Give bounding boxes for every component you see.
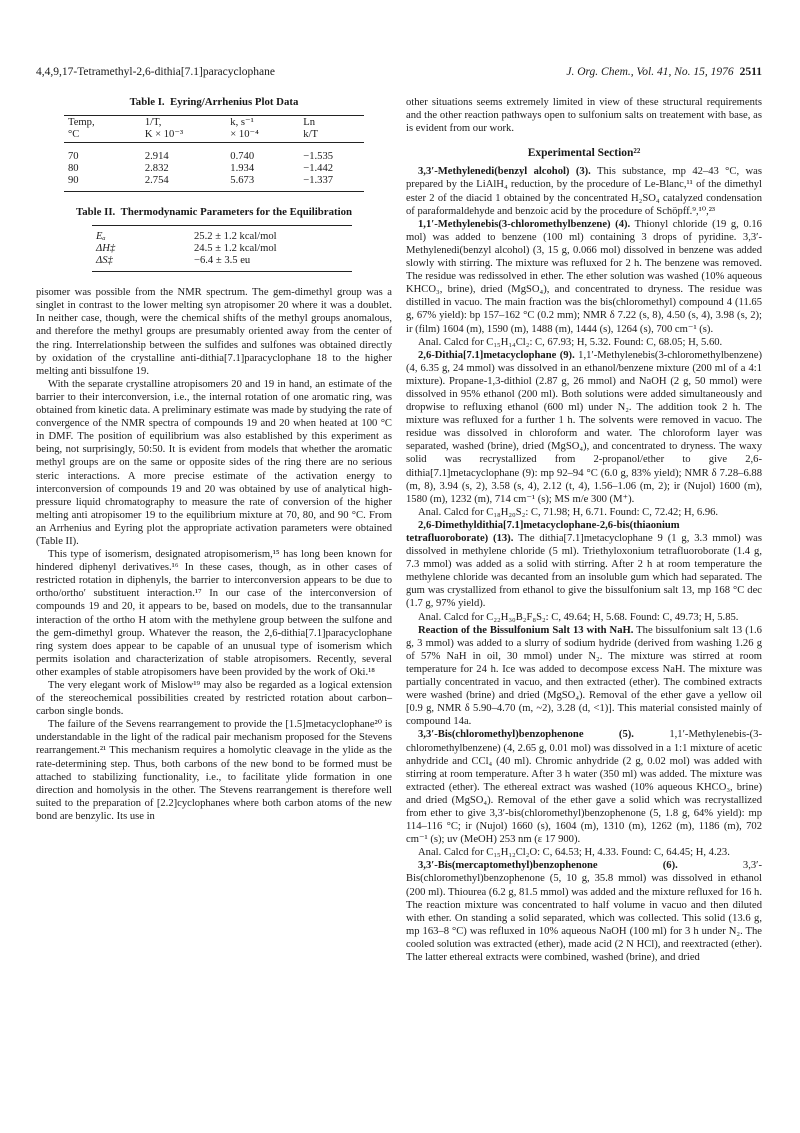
table-row (92, 255, 352, 272)
table-cell: 24.5 ± 1.2 kcal/mol (194, 243, 277, 255)
table1-header-rate: k, s⁻¹ × 10⁻⁴ (230, 117, 259, 141)
table-cell: −1.535 (303, 151, 334, 163)
body-paragraph: The failure of the Sevens rearrangement to provide the [1.5]metacyclophane²⁰ is understandable in the light of the radical pair mechanism proposed for the Stevens rearrangement.²¹ This mechanism requires a homolytic cleavage in the ylide as the rate-determining step. Thus, both carbons of the new bond to be formed must be attached to stabilizing functionality, i.e., to facilitate ylide formation in one direction and homolysis in the other. The Stevens rearrangement is therefore well suited to the preparation of [2.2]cyclophanes where both carbon atoms of the new bond are benzylic. Its use in (36, 719, 392, 822)
body-paragraph: This type of isomerism, designated atropisomerism,¹⁵ has long been known for hindered diphenyl derivatives.¹⁶ In these cases, though, as in other cases of restricted rotation in diphenyls, the barrier to interconversion appears to be due to ortho/ortho′ substituent interaction.¹⁷ In our case of the interconversion of compounds 19 and 20, it appears to be, based on models, due to the transannular interaction of the ortho H atom with the methylene group between the sulfone and the gem-dimethyl group. Whatever the reason, the 2,6-dithia[7.1]paracyclophane ring system does appear to be capable of an unusual type of isomerism which permits isolation and characterization of stable atropisomers. Recently, several other examples of stable atropisomers have been provided by the work of Oki.¹⁸ (36, 549, 392, 678)
table-cell: −1.442 (303, 163, 334, 175)
compound-heading: 3,3′-Methylenedi(benzyl alcohol) (3). (418, 166, 591, 178)
table-row (64, 143, 364, 164)
paragraph-text: 1,1′-Methylenebis-(3-chloromethylbenzene) (4, 2.65 g, 0.01 mol) was dissolved in a 1:1 mixture of acetic anhydride and CCl₄ (40 ml). Chromic anhydride (2 g, 0.02 mol) was added with stirring at room temperature. After 3 h water (350 ml) was added. The mixture was extracted (ether). The ethereal extract was washed (10% aqueous KHCO₃, brine) and dried (MgSO₄). Removal of the ether gave a solid which was recrystallized from ether to give 3,3′-bis(chloromethyl)benzophenone (5, 1.8 g, 64% yield): mp 114–116 °C; ir (Nujol) 1660 (s), 1604 (m), 1310 (m), 1262 (m), 1186 (m), 702 cm⁻¹ (s); uv (MeOH) 253 nm (ε 17 900). (406, 729, 762, 846)
compound-heading: 2,6-Dithia[7.1]metacyclophane (9). (418, 349, 575, 361)
experimental-paragraph (406, 846, 762, 859)
table1-header-temp: Temp, °C (68, 117, 95, 141)
table-cell: −1.337 (303, 175, 334, 187)
paragraph-text: Anal. Calcd for C₁₈H₂₀S₂: C, 71.98; H, 6.71. Found: C, 72.42; H, 6.96. (418, 506, 719, 518)
table2-title: Thermodynamic Parameters for the Equilibration (120, 206, 352, 219)
paragraph-text: 3,3′-Bis(chloromethyl)benzophenone (5, 10 g, 35.8 mmol) was dissolved in ethanol (200 ml). Thiourea (6.2 g, 81.5 mmol) was added and the mixture refluxed for 16 h. The reaction mixture was concentrated to half volume in vacuo and then diluted with ether. On standing a solid separated, which was collected. This solid (13.6 g, mp 163–8 °C) was refluxed in 10% aqueous NaOH (100 ml) for 3 h under N₂. The cooled solution was extracted (ether), made acid (2 N HCl), and reextracted (ether). The latter ethereal extracts were combined, washed (brine), and dried (406, 860, 762, 963)
compound-heading: 1,1′-Methylenebis(3-chloromethylbenzene) (4). (418, 218, 631, 230)
table-cell: 2.832 (144, 163, 169, 175)
compound-heading: 2,6-Dimethyldithia[7.1]metacyclophane-2,6-bis(thiaonium tetrafluoroborate) (13). (406, 519, 680, 544)
table-row (92, 243, 352, 255)
paragraph-text: The bissulfonium salt 13 (1.6 g, 3 mmol) was added to a slurry of sodium hydride (derived from washing 1.26 g of 57% NaH in oil, 30 mmol) under N₂. The mixture was stirred at room temperature for 24 h. Ice was added to decompose excess NaH. The mixture was partially concentrated in vacuo, and then extracted (ether). The combined extracts were washed (brine) and dried (MgSO₄). Removal of the ether gave a yellow oil [0.9 g, NMR δ 5.90–4.70 (m, ~2), 3.28 (d, <1)]. This material consisted mainly of compound 14a. (406, 624, 762, 728)
paragraph-text: 1,1′-Methylenebis(3-chloromethylbenzene) (4, 6.35 g, 24 mmol) was dissolved in an ethanol/benzene mixture (200 ml of a 4:1 mixture). Propane-1,3-dithiol (2.87 g, 26 mmol) and NaOH (2 g, 50 mmol) were dissolved in 95% ethanol (200 ml). Both solutions were added simultaneously and dropwise to refluxing ethanol (600 ml) under N₂. The addition took 2 h. The mixture was refluxed for a further 1 h. The solvents were removed in vacuo. The residue was dissolved in chloroform and water. The chloroform layer was separated, washed (brine), dried (MgSO₄), and concentrated to dryness. The waxy solid was recrystallized from 2-propanol/ether to give 2,6-dithia[7.1]metacyclophane (9): mp 92–94 °C (6.0 g, 83% yield); NMR δ 7.28–6.88 (m, 8), 3.94 (s, 2), 3.58 (s, 4), 2.12 (t, 4), 1.56–1.06 (m, 2); ir (Nujol) 1600 (m), 1580 (m), 1232 (m), 714 cm⁻¹ (s); MS m/e 300 (M⁺). (406, 349, 762, 505)
paragraph-text: This substance, mp 42–43 °C, was prepared by the LiAlH₄ reduction, by the procedure of Le-Blanc,¹¹ of the dimethyl ester 2 of the diacid 1 obtained by the concentrated H₂SO₄ catalyzed condensation of paraformaldehyde and benzoic acid by the procedure of Schöpff.⁹,¹⁰,²³ (406, 166, 762, 217)
table-cell: 2.754 (144, 175, 169, 187)
table-cell: ΔS‡ (92, 255, 190, 272)
compound-heading: Reaction of the Bissulfonium Salt 13 with NaH. (418, 624, 634, 636)
table-cell: 90 (68, 175, 79, 187)
journal-page (36, 0, 762, 1133)
table1-header-row (64, 116, 364, 143)
experimental-paragraph (406, 349, 762, 506)
table-cell: 70 (68, 151, 79, 163)
body-paragraph: other situations seems extremely limited in view of these structural requirements and the other reaction pathways open to sulfonium salts on treatement with base, as is evident from our work. (406, 97, 762, 135)
table1-header-ln: Ln k/T (303, 117, 318, 141)
table-cell: 1.934 (230, 163, 255, 175)
body-paragraph: With the separate crystalline atropisomers 20 and 19 in hand, an estimate of the barrier to their interconversion, i.e., the internal rotation of one aromatic ring, was obtained from kinetic data. A preliminary estimate was made by studying the rate of convergence of the NMR spectra of compounds 19 and 20 when heated at 100 °C in DMF. The position of equilibrium was also established by this experiment as being, not surprisingly, 50:50. It is evident from models that whether the aromatic methyl groups are on the same or opposite sides of the ring there are no serious steric interactions. A more precise estimate of the activation energy to interconversion of compounds 19 and 20 was obtained by use of analytical high-pressure liquid chromatography to measure the rate of conversion of the higher melting anti atropisomer 19 to the equilibrium mixture at 70, 80, and 90 °C. From an Arrhenius and Eyring plot the appropriate activation parameters were obtained (Table II). (36, 378, 392, 547)
table1-header-inverse-t: 1/T, K × 10⁻³ (144, 117, 184, 141)
table-cell: 5.673 (230, 175, 255, 187)
table2-label: Table II. (76, 206, 116, 219)
right-column (406, 96, 762, 964)
compound-heading: 3,3′-Bis(chloromethyl)benzophenone (5). (418, 729, 634, 741)
table-cell: 25.2 ± 1.2 kcal/mol (190, 226, 352, 244)
left-column (36, 96, 392, 823)
table-row (64, 175, 364, 192)
eyring-arrhenius-table (64, 115, 364, 192)
paragraph-text: Anal. Calcd for C₂₂H₃₀B₂F₈S₂: C, 49.64; H, 5.68. Found: C, 49.73; H, 5.85. (418, 611, 739, 623)
experimental-paragraph (406, 218, 762, 336)
table-cell: −6.4 ± 3.5 eu (190, 255, 352, 272)
table-row (92, 226, 352, 244)
table1-caption (36, 96, 392, 109)
experimental-paragraph (406, 165, 762, 217)
table1-title: Eyring/Arrhenius Plot Data (170, 96, 299, 108)
table-cell: 80 (68, 163, 79, 175)
experimental-paragraph (406, 728, 762, 846)
journal-citation: J. Org. Chem., Vol. 41, No. 15, 1976 (566, 66, 734, 78)
experimental-paragraph (406, 506, 762, 519)
paragraph-text: Thionyl chloride (19 g, 0.16 mol) was added to benzene (100 ml) containing 3 drops of pyridine. 3,3′-Methylenedi(benzyl alcohol) (3, 15 g, 0.066 mol) dissolved in benzene was added slowly with stirring. The mixture was refluxed for 2 h. The benzene was removed. The residue was redissolved in ether. The ether solution was washed (10% aqueous KHCO₃, brine), dried (MgSO₄), and concentrated to dryness. The residue was distilled in vacuo. The main fraction was the bis(chloromethyl) compound 4 (11.65 g, 67% yield): bp 157–162 °C (0.2 mm); NMR δ 7.22 (s, 8), 4.50 (s, 4), 3.98 (s, 2); ir (film) 1604 (m), 1590 (m), 1488 (m), 1444 (s), 1264 (s), 700 cm⁻¹ (s). (406, 218, 762, 335)
paragraph-text: Anal. Calcd for C₁₅H₁₂Cl₂O: C, 64.53; H, 4.33. Found: C, 64.45; H, 4.23. (418, 847, 730, 859)
thermodynamic-table (92, 225, 352, 272)
table2-caption (36, 206, 392, 219)
compound-heading: 3,3′-Bis(mercaptomethyl)benzophenone (6). (418, 860, 678, 872)
paragraph-text: Anal. Calcd for C₁₅H₁₄Cl₂: C, 67.93; H, 5.32. Found: C, 68.05; H, 5.60. (418, 336, 723, 348)
experimental-paragraph (406, 519, 762, 611)
running-head (36, 66, 762, 82)
table-cell: ΔH‡ (96, 243, 116, 255)
body-paragraph: The very elegant work of Mislow¹⁹ may also be regarded as a logical extension of the stereochemical possibilities created by restricted rotation about carbon–carbon single bonds. (36, 680, 392, 718)
experimental-paragraph (406, 611, 762, 624)
experimental-paragraph (406, 624, 762, 729)
table1-label: Table I. (129, 96, 165, 108)
running-head-title: 4,4,9,17-Tetramethyl-2,6-dithia[7.1]paracyclophane (36, 66, 276, 78)
section-heading: Experimental Section²² (527, 147, 641, 160)
table-cell: Eₐ (92, 226, 190, 244)
body-paragraph: pisomer was possible from the NMR spectrum. The gem-dimethyl group was a singlet in contrast to the lower melting syn atropisomer 20 where it was a doublet. In neither case, though, were the chemical shifts of the methyl groups anomalous, and therefore the methyl groups are presumably oriented away from the center of the ring. Interrelationship between the sulfides and sulfones was obtained directly by oxidation of the crystalline anti-dithia[7.1]paracyclophane 18 to the higher melting anti bissulfone 19. (36, 287, 392, 377)
running-head-journal (566, 66, 762, 78)
table-cell: 0.740 (230, 151, 255, 163)
experimental-paragraph (406, 859, 762, 964)
experimental-paragraph (406, 336, 762, 349)
page-number: 2511 (739, 66, 762, 78)
table-cell: 2.914 (144, 151, 169, 163)
paragraph-text: The dithia[7.1]metacyclophane 9 (1 g, 3.3 mmol) was dissolved in methylene chloride (5 ml). Triethyloxonium tetrafluoroborate (1.4 g, 7.3 mmol) was added as a solid with stirring. After 2 h at room temperature the methylene chloride was decanted from an insoluble gum which had separated. The gum was crystallized from ethanol to give the bissulfonium salt 13, mp 168 °C dec (1.7 g, 97% yield). (406, 533, 762, 610)
table-row (64, 163, 364, 175)
